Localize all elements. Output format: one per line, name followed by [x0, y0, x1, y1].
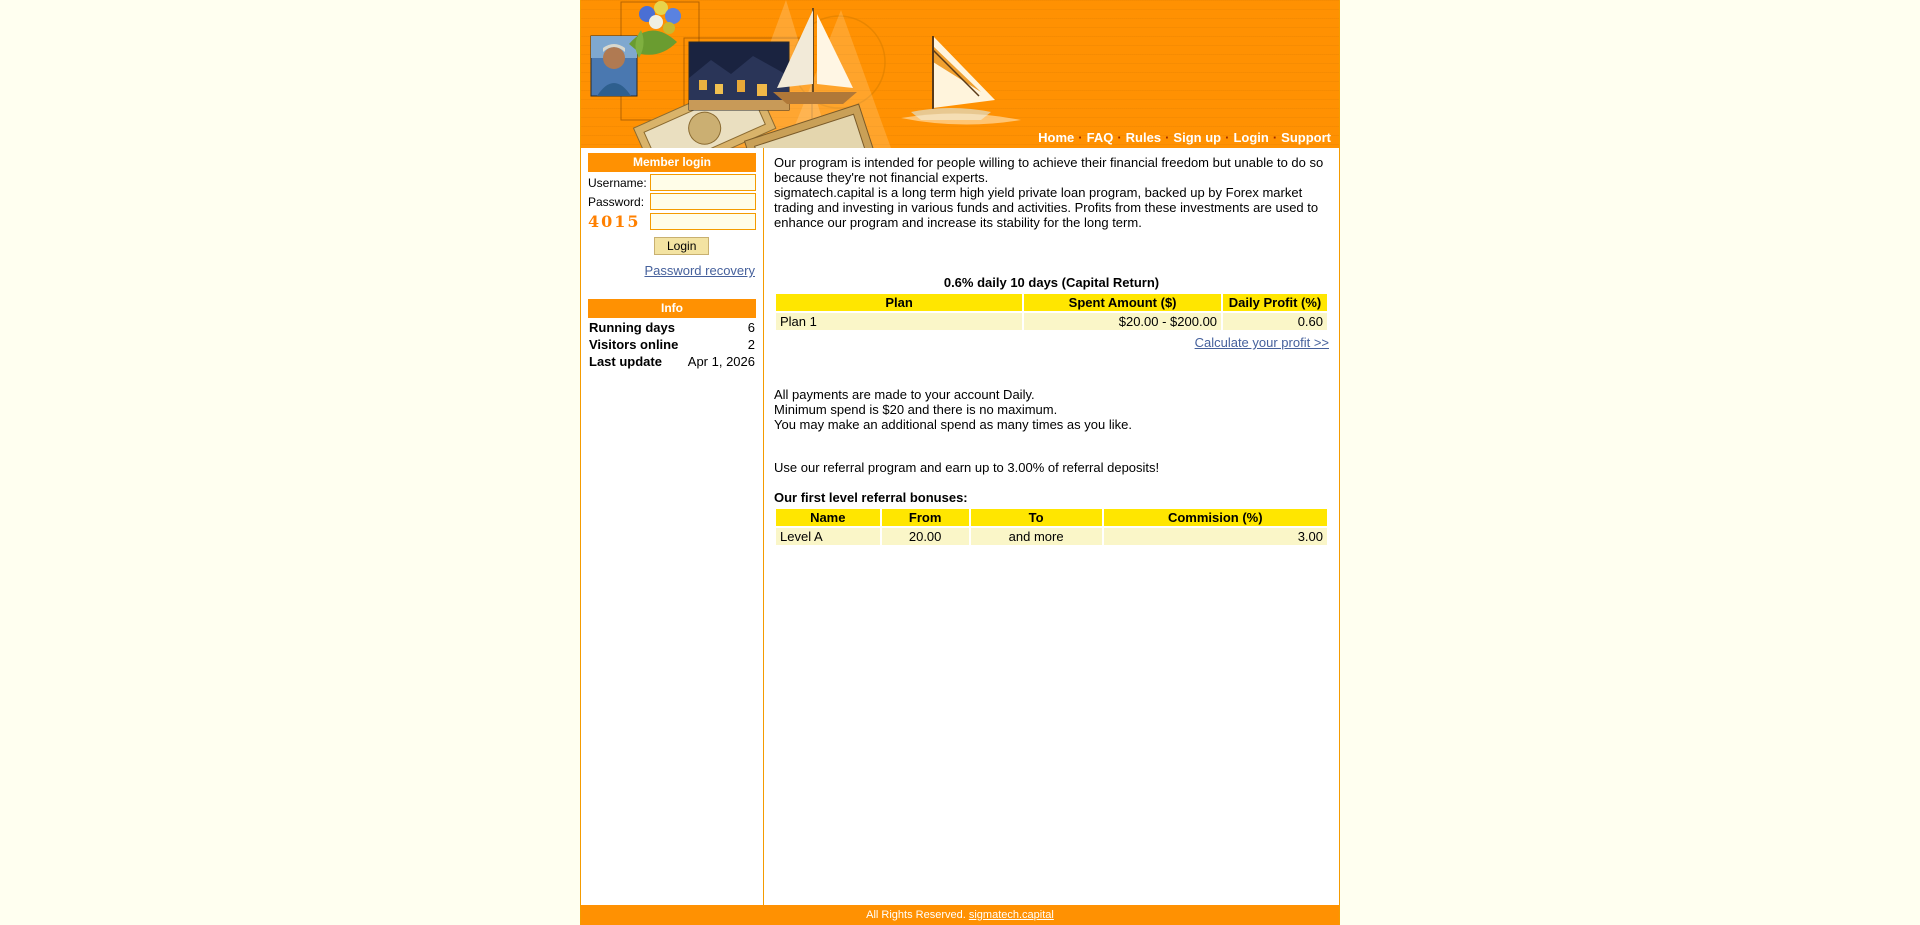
sidebar [581, 148, 764, 905]
referral-note: Use our referral program and earn up to 3.00% of referral deposits! [774, 460, 1160, 475]
info-label: Last update [589, 354, 662, 369]
referral-table [774, 507, 1329, 547]
page-container [580, 0, 1340, 925]
nav-separator: · [1117, 130, 1122, 145]
plans-header-spent-amount: Spent Amount ($) [1024, 294, 1221, 311]
nav-separator: · [1272, 130, 1278, 145]
footer-copyright-text: All Rights Reserved. [866, 909, 966, 921]
plan-title: 0.6% daily 10 days (Capital Return) [943, 275, 1160, 290]
plans-header-daily-profit: Daily Profit (%) [1223, 294, 1327, 311]
plan-spent-amount-cell: $20.00 - $200.00 [1024, 313, 1221, 330]
info-box [588, 299, 756, 369]
content-row [581, 148, 1339, 905]
intro-paragraph [774, 155, 1329, 230]
calculate-profit-link[interactable]: Calculate your profit >> [1194, 335, 1329, 350]
info-value: Apr 1, 2026 [687, 354, 755, 369]
nav-faq[interactable]: FAQ [1086, 130, 1114, 145]
plans-table-header-row [776, 294, 1327, 311]
username-label: Username: [588, 175, 647, 190]
referral-to-cell: and more [971, 528, 1102, 545]
payments-paragraph [774, 387, 1329, 432]
nav-separator: · [1078, 130, 1083, 145]
nav-login[interactable]: Login [1233, 130, 1269, 145]
plans-table [774, 292, 1329, 332]
nav-signup[interactable]: Sign up [1173, 130, 1222, 145]
captcha-image: 4015 [588, 212, 641, 231]
referral-commission-cell: 3.00 [1104, 528, 1327, 545]
info-label: Visitors online [589, 337, 679, 352]
password-input[interactable] [650, 193, 756, 210]
nav-separator: · [1165, 130, 1170, 145]
referral-header-from: From [882, 509, 969, 526]
nav-support[interactable]: Support [1281, 130, 1331, 145]
username-row [588, 174, 756, 191]
referral-header-to: To [971, 509, 1102, 526]
payments-line-3: You may make an additional spend as many times as you like. [774, 417, 1132, 432]
password-recovery-link[interactable]: Password recovery [644, 263, 755, 278]
info-row-running-days [588, 318, 756, 335]
site-footer [581, 905, 1339, 925]
login-button-row [654, 237, 756, 255]
intro-line-1: Our program is intended for people willing to achieve their financial freedom but unable to do so because they're not financial experts. [774, 155, 1324, 185]
info-row-last-update [588, 352, 756, 369]
site-header [581, 0, 1339, 148]
plan-name-cell: Plan 1 [776, 313, 1022, 330]
member-login-title: Member login [588, 153, 756, 172]
referral-name-cell: Level A [776, 528, 880, 545]
password-row [588, 193, 756, 210]
plan-daily-profit-cell: 0.60 [1223, 313, 1327, 330]
captcha-input[interactable] [650, 213, 756, 230]
referral-header-commission: Commision (%) [1104, 509, 1327, 526]
username-input[interactable] [650, 174, 756, 191]
login-button[interactable]: Login [654, 237, 709, 255]
info-label: Running days [589, 320, 675, 335]
plans-table-row [776, 313, 1327, 330]
nav-home[interactable]: Home [1038, 130, 1075, 145]
payments-line-2: Minimum spend is $20 and there is no maximum. [774, 402, 1058, 417]
referral-table-row [776, 528, 1327, 545]
referral-table-header-row [776, 509, 1327, 526]
main-content [764, 148, 1339, 905]
info-value: 2 [747, 337, 755, 352]
password-recovery-row [588, 263, 756, 278]
footer-site-link[interactable]: sigmatech.capital [968, 909, 1054, 921]
main-nav [1038, 130, 1331, 145]
plans-header-plan: Plan [776, 294, 1022, 311]
member-login-box [588, 153, 756, 278]
captcha-row [588, 212, 756, 231]
nav-rules[interactable]: Rules [1125, 130, 1162, 145]
intro-line-2: sigmatech.capital is a long term high yield private loan program, backed up by Forex market trading and investing in various funds and activities. Profits from these investments are used to enhance our program and increase its stability for the long term. [774, 185, 1319, 230]
finance-collage-illustration [581, 0, 1061, 148]
referral-header-name: Name [776, 509, 880, 526]
calculate-profit-row [774, 335, 1329, 350]
password-label: Password: [588, 194, 645, 209]
info-row-visitors-online [588, 335, 756, 352]
info-box-title: Info [588, 299, 756, 318]
nav-separator: · [1225, 130, 1230, 145]
referral-bonuses-heading: Our first level referral bonuses: [774, 490, 968, 505]
payments-line-1: All payments are made to your account Daily. [774, 387, 1035, 402]
referral-from-cell: 20.00 [882, 528, 969, 545]
info-value: 6 [747, 320, 755, 335]
